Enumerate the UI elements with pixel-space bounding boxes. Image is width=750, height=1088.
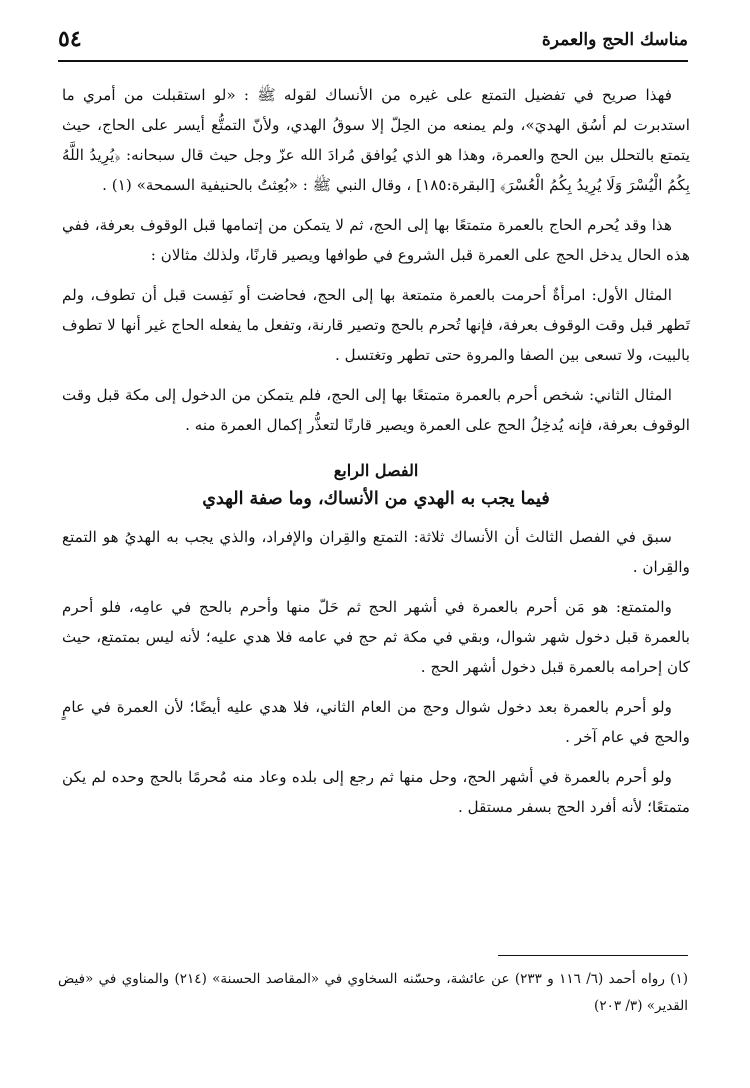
- chapter-heading: [62, 458, 690, 514]
- paragraph-8: ولو أحرم بالعمرة في أشهر الحج، وحل منها ثم رجع إلى بلده وعاد منه مُحرمًا بالحج وحده لم يكن متمتعًا؛ لأنه أفرد الحج بسفر مستقل .: [62, 768, 690, 816]
- running-header: [58, 26, 688, 56]
- header-divider: [58, 60, 688, 62]
- footnote-divider: [498, 955, 688, 956]
- chapter-title: فيما يجب به الهدي من الأنساك، وما صفة الهدي: [202, 489, 550, 509]
- paragraph-5: سبق في الفصل الثالث أن الأنساك ثلاثة: التمتع والقِران والإفراد، والذي يجب به الهديُ هو التمتع والقِران .: [62, 528, 690, 576]
- page-number: ٥٤: [58, 26, 82, 52]
- paragraph-1: فهذا صريح في تفضيل التمتع على غيره من الأنساك لقوله ﷺ : «لو استقبلت من أمري ما استدبرت لم أسُق الهديَ»، ولم يمنعه من الحِلّ إلا سوقُ الهدي، ولأنّ التمتُّع أيسر على الحاج، حيث يتمتع بالتحلل بين الحج والعمرة، وهذا هو الذي يُوافق مُرادَ الله عزّ وجل حيث قال سبحانه: ﴿يُرِيدُ اللَّهُ بِكُمُ الْيُسْرَ وَلَا يُرِيدُ بِكُمُ الْعُسْرَ﴾ [البقرة:١٨٥] ، وقال النبي ﷺ : «بُعِثتُ بالحنيفية السمحة» (١) .: [62, 86, 690, 194]
- paragraph-4: المثال الثاني: شخص أحرم بالعمرة متمتعًا بها إلى الحج، فلم يتمكن من الدخول إلى مكة قبل وقت الوقوف بعرفة، فإنه يُدخِلُ الحج على العمرة ويصير قارنًا لتعذُّر إكمال العمرة منه .: [62, 386, 690, 434]
- paragraph-7: ولو أحرم بالعمرة بعد دخول شوال وحج من العام الثاني، فلا هدي عليه أيضًا؛ لأن العمرة في عامٍ والحج في عام آخر .: [62, 698, 690, 746]
- chapter-number: الفصل الرابع: [333, 461, 419, 480]
- paragraph-3: المثال الأول: امرأةٌ أحرمت بالعمرة متمتعة بها إلى الحج، فحاضت أو نَفِست قبل أن تطوف، ولم تَطهر قبل وقت الوقوف بعرفة، فإنها تُحرم بالحج وتصير قارنة، وتفعل ما يفعله الحاج غير أنها لا تطوف بالبيت، ولا تسعى بين الصفا والمروة حتى تطهر وتغتسل .: [62, 286, 690, 364]
- paragraph-6: والمتمتع: هو مَن أحرم بالعمرة في أشهر الحج ثم حَلّ منها وأحرم بالحج في عامِه، فلو أحرم بالعمرة قبل دخول شهر شوال، وبقي في مكة ثم حج في عامه فلا هدي عليه؛ لأنه ليس بمتمتع، حيث كان إحرامه بالعمرة قبل دخول أشهر الحج .: [62, 598, 690, 676]
- footnotes: [58, 966, 688, 1020]
- header-title: مناسك الحج والعمرة: [541, 30, 688, 50]
- paragraph-2: هذا وقد يُحرم الحاج بالعمرة متمتعًا بها إلى الحج، ثم لا يتمكن من إتمامها قبل الوقوف بعرفة، ففي هذه الحال يدخل الحج على العمرة قبل الشروع في طوافها ويصير قارنًا، ولذلك مثالان :: [62, 216, 690, 264]
- main-text: [62, 80, 690, 832]
- footnote-1: (١) رواه أحمد (٦/ ١١٦ و ٢٣٣) عن عائشة، وحسّنه السخاوي في «المقاصد الحسنة» (٢١٤) والمناوي في «فيض القدير» (٣/ ٢٠٣): [58, 971, 688, 1014]
